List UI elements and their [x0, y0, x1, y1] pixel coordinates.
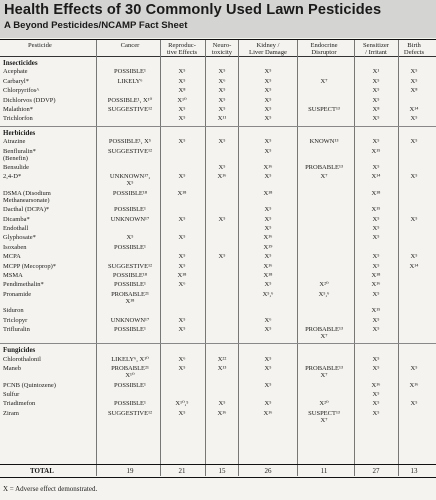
effect-cell: X⁵ — [264, 115, 272, 123]
effect-cell: UNKNOWN¹⁷ — [110, 215, 150, 223]
effect-cell: X⁵ — [264, 96, 272, 104]
pesticide-name: PCNB (Quintozene) — [3, 381, 56, 389]
effect-cell: X⁶ — [218, 77, 226, 85]
effect-cell: X⁵ — [264, 365, 272, 373]
pesticide-name: Glyphosate* — [3, 234, 36, 242]
effect-cell: X⁵ — [178, 115, 186, 123]
effect-cell: UNKNOWN¹⁷ — [110, 316, 150, 324]
pesticide-name: MSMA — [3, 272, 23, 279]
effect-cell: SUGGESTIVE¹² — [108, 147, 152, 155]
total-value: 13 — [410, 467, 418, 475]
effect-cell: X¹⁶ — [217, 409, 227, 417]
effect-cell: X⁵ — [372, 409, 380, 417]
pesticide-name: 2,4-D* — [3, 173, 22, 181]
effect-cell: SUGGESTIVE¹² — [108, 106, 152, 113]
column-header: Sensitizer / Irritant — [362, 42, 390, 57]
effect-cell: X⁵ — [264, 400, 272, 408]
effect-cell: X¹⁸ — [263, 189, 273, 197]
effect-cell: X²² — [217, 355, 227, 363]
effect-cell: X⁵ — [178, 234, 186, 242]
pesticide-name: Chlorothalonil — [3, 355, 41, 363]
header-top-rule — [0, 39, 436, 40]
pesticide-name: Acephate — [3, 68, 28, 76]
effect-cell: X⁵ — [410, 365, 418, 373]
effect-cell: X⁵ — [372, 316, 380, 324]
effect-cell: X¹³ — [217, 365, 227, 373]
effect-cell: X⁵ — [264, 68, 272, 76]
pesticide-name: DSMA (Disodium Methanearsonate) — [3, 189, 51, 204]
pesticide-name: Trichlorfon — [3, 115, 33, 123]
effect-cell: X⁸ — [372, 106, 380, 113]
effect-cell: X⁵ — [410, 253, 418, 261]
title-bar — [0, 0, 436, 38]
effect-cell: SUGGESTIVE¹² — [108, 409, 152, 417]
total-label: TOTAL — [30, 467, 54, 475]
effect-cell: UNKNOWN¹⁷, X⁵ — [109, 173, 151, 188]
column-header: Neuro- toxicity — [211, 42, 233, 57]
pesticide-name: Triadimefon — [3, 400, 36, 408]
pesticide-name: Isoxaben — [3, 243, 27, 251]
effect-cell: X¹⁸ — [371, 272, 381, 279]
effect-cell: POSSIBLE¹ — [114, 243, 146, 251]
effect-cell: X⁵ — [372, 138, 380, 146]
pesticide-name: Dichlorvos (DDVP) — [3, 96, 56, 104]
effect-cell: X¹⁰ — [177, 96, 187, 104]
effect-cell: X¹⁵ — [371, 147, 381, 155]
effect-cell: X²⁰ — [319, 281, 329, 289]
column-header: Pesticide — [28, 42, 52, 49]
pesticide-name: Ziram — [3, 409, 19, 417]
effect-cell: X⁸ — [178, 87, 186, 95]
section-rule — [0, 343, 436, 344]
effect-cell: X⁵ — [372, 365, 380, 373]
effect-cell: POSSIBLE¹⁸ — [112, 272, 148, 279]
effect-cell: X⁶ — [178, 281, 186, 289]
effect-cell: X⁵ — [264, 173, 272, 181]
effect-cell: X⁵ — [178, 326, 186, 333]
effect-cell: X⁵ — [372, 164, 380, 171]
effect-cell: X⁵ — [126, 234, 134, 242]
effect-cell: POSSIBLE¹, X⁵ — [108, 138, 152, 146]
effect-cell: X⁵ — [264, 281, 272, 289]
effect-cell: X⁵ — [218, 138, 226, 146]
effect-cell: X¹⁶ — [217, 173, 227, 181]
column-header: Kidney / Liver Damage — [249, 42, 287, 57]
column-divider — [238, 40, 239, 476]
effect-cell: POSSIBLE¹ — [114, 400, 146, 408]
effect-cell: X⁵ — [178, 262, 186, 270]
column-divider — [354, 40, 355, 476]
effect-cell: PROBABLE²¹ X¹⁰ — [111, 365, 149, 380]
column-divider — [96, 40, 97, 476]
effect-cell: X⁵ — [372, 355, 380, 363]
effect-cell: X⁵ — [218, 400, 226, 408]
effect-cell: X¹⁶ — [263, 234, 273, 242]
effect-cell: X⁵ — [372, 391, 380, 398]
effect-cell: X⁵ — [218, 106, 226, 113]
effect-cell: X⁵ — [372, 326, 380, 333]
effect-cell: X⁵ — [372, 115, 380, 123]
effect-cell: X⁵ — [264, 138, 272, 146]
effect-cell: X⁵ — [372, 77, 380, 85]
effect-cell: KNOWN¹³ — [309, 138, 339, 146]
effect-cell: X⁵,⁶ — [262, 290, 274, 298]
effect-cell: X⁵ — [410, 215, 418, 223]
effect-cell: X⁵ — [178, 138, 186, 146]
effect-cell: X⁵ — [264, 147, 272, 155]
total-value: 11 — [320, 467, 328, 475]
pesticide-name: Pronamide — [3, 290, 32, 298]
effect-cell: X⁷ — [320, 173, 328, 181]
total-value: 15 — [218, 467, 226, 475]
effect-cell: X⁶ — [178, 355, 186, 363]
column-divider — [205, 40, 206, 476]
effect-cell: X¹⁸ — [263, 272, 273, 279]
effect-cell: X¹⁶ — [371, 381, 381, 389]
effect-cell: POSSIBLE¹ — [114, 381, 146, 389]
effect-cell: X⁶ — [264, 316, 272, 324]
effect-cell: X⁵ — [264, 326, 272, 333]
section-rule — [0, 126, 436, 127]
effect-cell: X⁵ — [178, 316, 186, 324]
effect-cell: X¹⁶ — [371, 281, 381, 289]
effect-cell: X¹⁶ — [263, 164, 273, 171]
total-value: 26 — [264, 467, 272, 475]
effect-cell: X⁵ — [410, 400, 418, 408]
pesticide-name: Dacthal (DCPA)* — [3, 206, 50, 214]
total-value: 19 — [126, 467, 134, 475]
effect-cell: X⁵ — [178, 215, 186, 223]
effect-cell: POSSIBLE¹ — [114, 206, 146, 214]
effect-cell: X⁵ — [218, 96, 226, 104]
pesticide-name: Maneb — [3, 365, 22, 373]
effect-cell: X¹⁸ — [371, 189, 381, 197]
effect-cell: X⁵ — [264, 206, 272, 214]
page-title: Health Effects of 30 Commonly Used Lawn Pesticides — [4, 2, 382, 18]
pesticide-name: Chlorpyrifos^ — [3, 87, 40, 95]
effect-cell: PROBABLE¹³ X⁷ — [305, 365, 343, 380]
section-heading: Fungicides — [3, 346, 36, 355]
pesticide-name: MCPA — [3, 253, 21, 261]
effect-cell: POSSIBLE¹⁸ — [112, 189, 148, 197]
effect-cell: X⁵ — [372, 225, 380, 232]
effect-cell: POSSIBLE¹ — [114, 326, 146, 333]
effect-cell: X¹⁸ — [177, 272, 187, 279]
effect-cell: X⁵ — [410, 115, 418, 123]
effect-cell: X¹⁴ — [409, 262, 419, 270]
page-subtitle: A Beyond Pesticides/NCAMP Fact Sheet — [4, 20, 188, 31]
column-header: Endocrine Disruptor — [310, 42, 338, 57]
effect-cell: PROBABLE²¹ X¹⁸ — [111, 290, 149, 305]
section-heading: Herbicides — [3, 128, 36, 137]
effect-cell: POSSIBLE¹ — [114, 281, 146, 289]
effect-cell: X⁵ — [264, 87, 272, 95]
effect-cell: X⁵ — [218, 215, 226, 223]
effect-cell: X⁵ — [178, 253, 186, 261]
effect-cell: X⁵ — [178, 173, 186, 181]
effect-cell: X⁸ — [410, 87, 418, 95]
effect-cell: X¹⁶ — [409, 381, 419, 389]
pesticide-name: Pendimethalin* — [3, 281, 44, 289]
effect-cell: X⁵ — [372, 87, 380, 95]
pesticide-name: Benfluralin* (Benefin) — [3, 147, 36, 162]
effect-cell: X¹⁴ — [409, 106, 419, 113]
effect-cell: X¹⁹ — [263, 243, 273, 251]
effect-cell: X⁵ — [410, 68, 418, 76]
effect-cell: X¹ — [372, 68, 380, 76]
pesticide-name: MCPP (Mecoprop)* — [3, 262, 57, 270]
pesticide-name: Siduron — [3, 307, 24, 315]
pesticide-name: Sulfur — [3, 391, 20, 398]
footnote: X = Adverse effect demonstrated. — [3, 485, 98, 493]
pesticide-name: Carbaryl* — [3, 77, 29, 85]
effect-cell: X⁷ — [320, 77, 328, 85]
pesticide-name: Endothall — [3, 225, 29, 232]
column-header: Birth Defects — [403, 42, 425, 57]
pesticide-name: Bensulide — [3, 164, 29, 171]
effect-cell: X⁵ — [178, 409, 186, 417]
section-heading: Insecticides — [3, 59, 38, 67]
effect-cell: X⁵ — [372, 262, 380, 270]
column-header: Cancer — [120, 42, 140, 49]
effect-cell: X⁵ — [218, 164, 226, 171]
effect-cell: X¹⁶ — [263, 262, 273, 270]
effect-cell: PROBABLE¹³ X⁷ — [305, 326, 343, 340]
effect-cell: X⁵ — [372, 96, 380, 104]
effect-cell: X¹⁶ — [263, 409, 273, 417]
effect-cell: X¹⁴ — [371, 173, 381, 181]
effect-cell: X¹⁸ — [177, 189, 187, 197]
effect-cell: X¹⁵ — [371, 307, 381, 315]
effect-cell: X⁵,⁶ — [318, 290, 330, 298]
effect-cell: LIKELY⁶, X¹⁰ — [111, 355, 149, 363]
effect-cell: X⁵ — [178, 365, 186, 373]
effect-cell: X⁵ — [372, 290, 380, 298]
effect-cell: SUGGESTIVE¹² — [108, 262, 152, 270]
effect-cell: X⁵ — [410, 173, 418, 181]
effect-cell: X⁵ — [372, 234, 380, 242]
pesticide-name: Dicamba* — [3, 215, 30, 223]
total-value: 21 — [178, 467, 186, 475]
effect-cell: X⁵ — [178, 68, 186, 76]
effect-cell: SUSPECT¹³ X⁷ — [308, 409, 340, 424]
effect-cell: X⁵ — [264, 106, 272, 113]
column-divider — [160, 40, 161, 476]
effect-cell: POSSIBLE¹, X¹⁰ — [107, 96, 153, 104]
total-value: 27 — [372, 467, 380, 475]
effect-cell: X⁵ — [264, 225, 272, 232]
effect-cell: X²⁰ — [319, 400, 329, 408]
effect-cell: X⁵ — [264, 355, 272, 363]
effect-cell: POSSIBLE¹ — [114, 68, 146, 76]
effect-cell: X⁵ — [410, 77, 418, 85]
pesticide-name: Atrazine — [3, 138, 26, 146]
effect-cell: X¹⁰,⁵ — [175, 400, 189, 408]
effect-cell: X⁵ — [264, 253, 272, 261]
effect-cell: X⁵ — [264, 381, 272, 389]
effect-cell: X⁵ — [218, 253, 226, 261]
effect-cell: X⁵ — [178, 77, 186, 85]
effect-cell: X⁵ — [372, 215, 380, 223]
column-divider — [398, 40, 399, 476]
effect-cell: SUSPECT¹³ — [308, 106, 340, 113]
effect-cell: X⁵ — [264, 215, 272, 223]
effect-cell: X⁵ — [410, 138, 418, 146]
total-bottom-rule — [0, 477, 436, 478]
effect-cell: X⁵ — [178, 106, 186, 113]
effect-cell: X⁵ — [372, 253, 380, 261]
column-header: Reproduc- tive Effects — [166, 42, 198, 57]
effect-cell: X⁵ — [218, 87, 226, 95]
column-divider — [297, 40, 298, 476]
total-top-rule — [0, 464, 436, 465]
effect-cell: LIKELY⁶ — [117, 77, 143, 85]
effect-cell: X⁵ — [218, 68, 226, 76]
effect-cell: PROBABLE¹³ — [305, 164, 343, 171]
effect-cell: X¹¹ — [217, 115, 227, 123]
effect-cell: X⁵ — [372, 400, 380, 408]
pesticide-name: Malathion* — [3, 106, 33, 113]
pesticide-name: Trifluralin — [3, 326, 30, 333]
effect-cell: X⁵ — [264, 77, 272, 85]
pesticide-name: Triclopyr — [3, 316, 28, 324]
effect-cell: X¹⁵ — [371, 206, 381, 214]
